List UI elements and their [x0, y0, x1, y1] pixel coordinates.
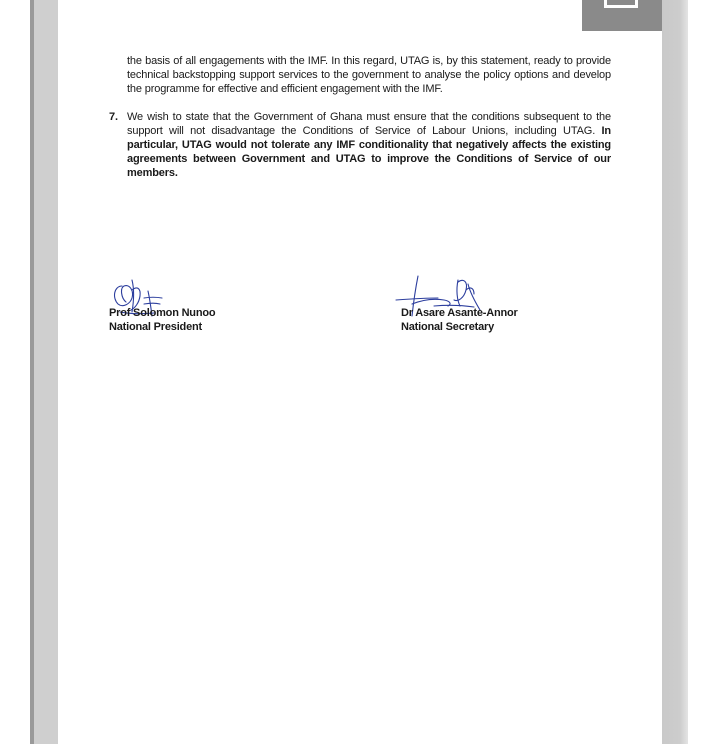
paragraph-7-body	[127, 110, 611, 180]
signatory-secretary	[401, 306, 518, 334]
signatory-name: Prof Solomon Nunoo	[109, 307, 216, 319]
signatory-title: National President	[109, 321, 202, 333]
signatory-president	[109, 306, 215, 334]
viewer-right-gutter	[662, 0, 688, 744]
expand-icon	[604, 0, 638, 8]
signatory-name: Dr Asare Asante-Annor	[401, 307, 518, 319]
paragraph-number: 7.	[109, 111, 118, 123]
paragraph-continuation: the basis of all engagements with the IMF. In this regard, UTAG is, by this statement, ready to provide technical backstopping support services to the government to analyse the policy options and develop the programme for effective and efficient engagement with the IMF.	[127, 55, 611, 95]
viewer-right-margin	[688, 0, 720, 744]
paragraph-7-regular-text: We wish to state that the Government of Ghana must ensure that the conditions subsequent to the support will not disadvantage the Conditions of Service of Labour Unions, including UTAG.	[127, 111, 611, 137]
viewer-left-gutter	[30, 0, 58, 744]
paragraph-7	[109, 110, 611, 180]
signatory-title: National Secretary	[401, 321, 494, 333]
paragraph-7-bold-text: In particular, UTAG would not tolerate any IMF conditionality that negatively affects the existing agreements between Government and UTAG to improve the Conditions of Service of our members.	[127, 125, 611, 179]
page-corner-tab[interactable]	[582, 0, 662, 31]
